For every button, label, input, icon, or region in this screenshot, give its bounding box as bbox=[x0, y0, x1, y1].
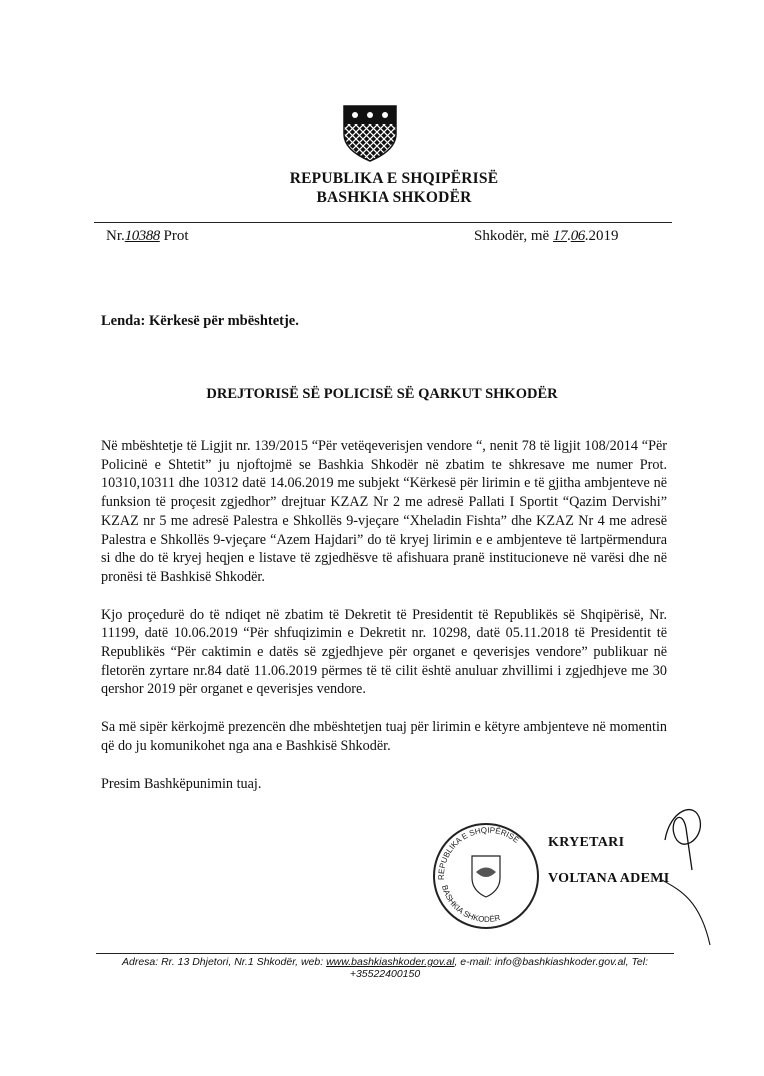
letter-body bbox=[101, 437, 667, 812]
body-paragraph: Kjo proçedurë do të ndiqet në zbatim të Dekretit të Presidentit të Republikës së Shqipërisë, Nr. 11199, datë 10.06.2019 “Për shfuqizimin e Dekretit nr. 10298, datë 05.11.2018 të Presidentit të Republikës “Për caktimin e datës së zgjedhjeve për organet e qeverisjes vendore” publikuar në fletorën zyrtare nr.84 datë 11.06.2019 përmes të të cilit është anuluar zhvillimi i zgjedhjeve me 30 qershor 2019 për organet e qeverisjes vendore. bbox=[101, 606, 667, 698]
protocol-label: Nr. bbox=[106, 228, 125, 244]
handwritten-signature bbox=[660, 800, 720, 950]
date-month: 06 bbox=[570, 228, 585, 244]
coat-of-arms-icon bbox=[342, 104, 398, 162]
signatory-title: KRYETARI bbox=[548, 835, 625, 850]
header-rule bbox=[94, 222, 672, 223]
svg-text:BASHKIA SHKODËR bbox=[440, 884, 501, 924]
letterhead-municipality: BASHKIA SHKODËR bbox=[316, 189, 472, 206]
place-date bbox=[474, 228, 618, 245]
stamp-text-top: REPUBLIKA E SHQIPËRISË bbox=[436, 825, 521, 881]
protocol-suffix: Prot bbox=[163, 228, 189, 244]
closing-line: Presim Bashkëpunimin tuaj. bbox=[101, 775, 262, 792]
signature-block bbox=[548, 835, 669, 887]
footer-phone: , Tel: +35522400150 bbox=[349, 956, 649, 980]
footer-address: Adresa: Rr. 13 Dhjetori, Nr.1 Shkodër, web: bbox=[121, 956, 327, 968]
footer-contact bbox=[96, 956, 674, 980]
place-label: Shkodër, më bbox=[474, 228, 550, 244]
footer-rule bbox=[96, 953, 674, 954]
body-paragraph: Sa më sipër kërkojmë prezencën dhe mbështetjen tuaj për lirimin e këtyre ambjenteve në momentin që do ju komunikohet nga ana e Bashkisë Shkodër. bbox=[101, 719, 667, 754]
protocol-number bbox=[106, 228, 189, 245]
footer-web-link[interactable]: www.bashkiashkoder.gov.al bbox=[326, 956, 455, 968]
stamp-text-bottom: BASHKIA SHKODËR bbox=[439, 884, 502, 924]
footer-email-label: , e-mail: bbox=[454, 956, 495, 968]
date-separator: . bbox=[566, 228, 571, 244]
body-paragraph: Në mbështetje të Ligjit nr. 139/2015 “Për vetëqeverisjen vendore “, nenit 78 të ligjit 108/2014 “Për Policinë e Shtetit” ju njoftojmë se Bashkia Shkodër në zbatim te shkresave me numer Prot. 10310,10311 dhe 10312 datë 14.06.2019 me subjekt “Kërkesë për lirimin e të gjitha ambjenteve në funksion të proçesit zgjedhor” drejtuar KZAZ Nr 2 me adresë Pallati I Sportit “Qazim Dervishi” KZAZ nr 5 me adresë Palestra e Shkollës 9-vjeçare “Xheladin Fishta” dhe KZAZ Nr 4 me adresë Palestra e Shkollës 9-vjeçare “Azem Hajdari” do të kryej lirimin e e ambjenteve të lartpërmendura si dhe do të kryej heqjen e listave të zgjedhësve të afishuara pranë institucioneve në varësi dhe në pronësi të Bashkisë Shkodër. bbox=[101, 438, 667, 585]
date-year: .2019 bbox=[584, 228, 619, 244]
date-day: 17 bbox=[552, 228, 567, 244]
letterhead-country: REPUBLIKA E SHQIPËRISË bbox=[289, 170, 499, 187]
official-stamp bbox=[430, 800, 540, 950]
footer-email-link[interactable]: info@bashkiashkoder.gov.al bbox=[494, 956, 626, 968]
protocol-value: 10388 bbox=[124, 228, 160, 244]
signatory-name: VOLTANA ADEMI bbox=[548, 871, 670, 886]
subject-line: Lenda: Kërkesë për mbështetje. bbox=[101, 313, 299, 329]
addressee: DREJTORISË SË POLICISË SË QARKUT SHKODËR bbox=[206, 386, 558, 402]
